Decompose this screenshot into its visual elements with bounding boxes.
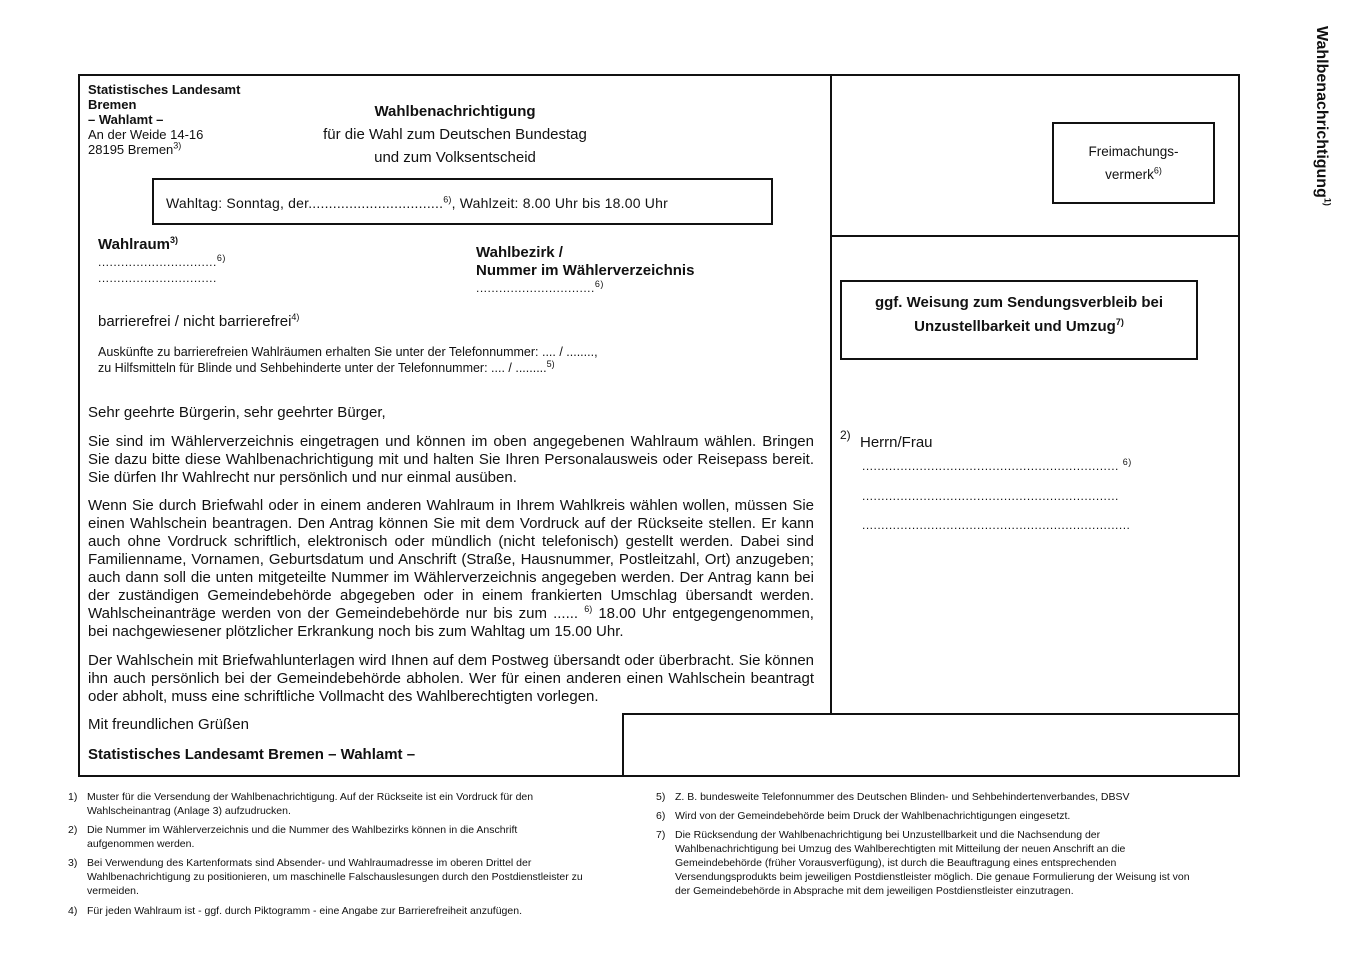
letter-salutation: Sehr geehrte Bürgerin, sehr geehrter Bürger, bbox=[88, 404, 386, 421]
footnote-5: 5) Z. B. bundesweite Telefonnummer des Deutschen Blinden- und Sehbehindertenverbandes, DBSV bbox=[656, 791, 1130, 803]
footnote-7: 7) Die Rücksendung der Wahlbenachrichtigung bei Unzustellbarkeit und die Nachsendung der Wahlbenachrichtigung bei Umzug des Wahlberechtigten mit Mitteilung der neuen Anschrift an die Gemeindebehörde (früher Vorausverfügung), ist durch die Beauftragung eines entsprechenden Versendungsprodukts beim jeweiligen Postdienstleister möglich. Die genaue Formulierung der Weisung ist von der Gemeindebehörde in Absprache mit dem jeweiligen Postdienstleister einzutragen. bbox=[656, 829, 1190, 897]
footnote-4: 4) Für jeden Wahlraum ist - ggf. durch Piktogramm - eine Angabe zur Barrierefreiheit anzufügen. bbox=[68, 905, 522, 917]
document-subtitle-2: und zum Volksentscheid bbox=[374, 149, 536, 166]
footnote-1: 1) Muster für die Versendung der Wahlbenachrichtigung. Auf der Rückseite ist ein Vordruck für den Wahlscheinantrag (Anlage 3) aufzudrucken. bbox=[68, 791, 534, 817]
sender-line-3: – Wahlamt – bbox=[88, 112, 164, 127]
polling-district-label-1: Wahlbezirk / bbox=[476, 244, 563, 261]
postage-label-2: vermerk$^{6)}$ bbox=[1105, 165, 1162, 182]
election-day-text: Wahltag: Sonntag, der.................................$^{6)}$, Wahlzeit: 8.00 Uhr bis 18.00 Uhr bbox=[166, 194, 668, 211]
document-heading bbox=[300, 101, 610, 169]
card-divider-horizontal bbox=[831, 235, 1240, 237]
forwarding-instruction-line-1: ggf. Weisung zum Sendungsverbleib bei bbox=[874, 294, 1164, 311]
sender-line-1: Statistisches Landesamt bbox=[88, 82, 241, 97]
polling-room-line-1: ...............................$^{6)}$ bbox=[98, 253, 226, 269]
hotline-line-2: zu Hilfsmitteln für Blinde und Sehbehinderte unter der Telefonnummer: .... / .........$^{5)}$ bbox=[98, 358, 555, 375]
footnote-2: 2) Die Nummer im Wählerverzeichnis und die Nummer des Wahlbezirks können in die Anschrift aufgenommen werden. bbox=[68, 824, 518, 850]
polling-room-label: Wahlraum$^{3)}$ bbox=[98, 235, 178, 253]
polling-district-section bbox=[476, 244, 694, 296]
sender-line-4: An der Weide 14-16 bbox=[88, 127, 204, 142]
postage-label-1: Freimachungs- bbox=[1088, 144, 1179, 159]
forwarding-instruction-box bbox=[840, 280, 1198, 360]
document-title: Wahlbenachrichtigung bbox=[374, 103, 536, 120]
hotline-line-1: Auskünfte zu barrierefreien Wahlräumen erhalten Sie unter der Telefonnummer: .... / ........, bbox=[98, 345, 598, 359]
postage-box bbox=[1052, 122, 1215, 204]
forwarding-instruction-line-2: Unzustellbarkeit und Umzug$^{7)}$ bbox=[914, 317, 1124, 335]
letter-paragraph-1: Sie sind im Wählerverzeichnis eingetragen und können im oben angegebenen Wahlraum wählen. Bringen Sie dazu bitte diese Wahlbenachrichtigung mit und halten Sie Ihren Personalausweis oder Reisepass bereit. Sie dürfen Ihr Wahlrecht nur persönlich und nur einmal ausüben. bbox=[88, 433, 814, 486]
sender-line-5: 28195 Bremen$^{3)}$ bbox=[88, 140, 182, 157]
polling-district-line: ...............................$^{6)}$ bbox=[476, 279, 604, 295]
election-day-box bbox=[152, 178, 773, 225]
letter-closing: Mit freundlichen Grüßen bbox=[88, 716, 249, 733]
recipient-line-1: ................................................................... $^{6)}$ bbox=[862, 457, 1132, 473]
polling-district-label-2: Nummer im Wählerverzeichnis bbox=[476, 262, 695, 279]
letter-paragraph-3: Der Wahlschein mit Briefwahlunterlagen wird Ihnen auf dem Postweg übersandt oder überbracht. Sie können ihn auch persönlich bei der Gemeindebehörde abholen. Wer für einen anderen einen Wahlschein beantragt oder abholt, muss eine schriftliche Vollmacht des Wahlberechtigten vorlegen. bbox=[88, 652, 814, 705]
recipient-footnote-marker: 2) bbox=[840, 428, 851, 442]
letter-signature: Statistisches Landesamt Bremen – Wahlamt – bbox=[88, 746, 416, 763]
footnote-6: 6) Wird von der Gemeindebehörde beim Druck der Wahlbenachrichtigungen eingesetzt. bbox=[656, 810, 1071, 822]
sender-address bbox=[88, 82, 240, 157]
sender-line-2: Bremen bbox=[88, 97, 137, 112]
polling-room-line-2: ............................... bbox=[98, 271, 217, 285]
document-subtitle-1: für die Wahl zum Deutschen Bundestag bbox=[323, 126, 587, 143]
footnote-3: 3) Bei Verwendung des Kartenformats sind Absender- und Wahlraumadresse im oberen Drittel der Wahlbenachrichtigung zu positionieren, um maschinelle Falschauslesungen durch den Postdienstleister zu vermeiden. bbox=[68, 857, 583, 897]
bottom-address-field bbox=[622, 713, 1240, 777]
letter-paragraph-2: Wenn Sie durch Briefwahl oder in einem anderen Wahlraum in Ihrem Wahlkreis wählen wollen, müssen Sie einen Wahlschein beantragen. Den Antrag können Sie mit dem Vordruck auf der Rückseite stellen. Er kann auch ohne Vordruck schriftlich, elektronisch oder mündlich (nicht telefonisch) gestellt werden. Dabei sind Familienname, Vornamen, Geburtsdatum und Anschrift (Straße, Hausnummer, Postleitzahl, Ort) anzugeben; auch dann soll die unten mitgeteilte Nummer im Wählerverzeichnis angegeben werden. Der Antrag kann bei der zuständigen Gemeindebehörde abgegeben oder in einem frankierten Umschlag übersandt werden. Wahlscheinanträge werden von der Gemeindebehörde nur bis zum ...... $^{6)}$ 18.00 Uhr entgegengenommen, bei nachgewiesener plötzlicher Erkrankung noch bis zum Wahltag um 15.00 Uhr. bbox=[88, 497, 814, 640]
recipient-line-2: ................................................................... bbox=[862, 489, 1119, 503]
recipient-salutation: Herrn/Frau bbox=[860, 434, 933, 451]
accessibility-note: barrierefrei / nicht barrierefrei$^{4)}$ bbox=[98, 312, 300, 330]
polling-room-section bbox=[98, 236, 226, 286]
side-title: Wahlbenachrichtigung$^{1)}$ bbox=[1313, 26, 1333, 206]
recipient-line-3: ...................................................................... bbox=[862, 518, 1131, 532]
accessibility-hotline bbox=[98, 344, 598, 376]
card-divider-vertical bbox=[830, 74, 832, 714]
